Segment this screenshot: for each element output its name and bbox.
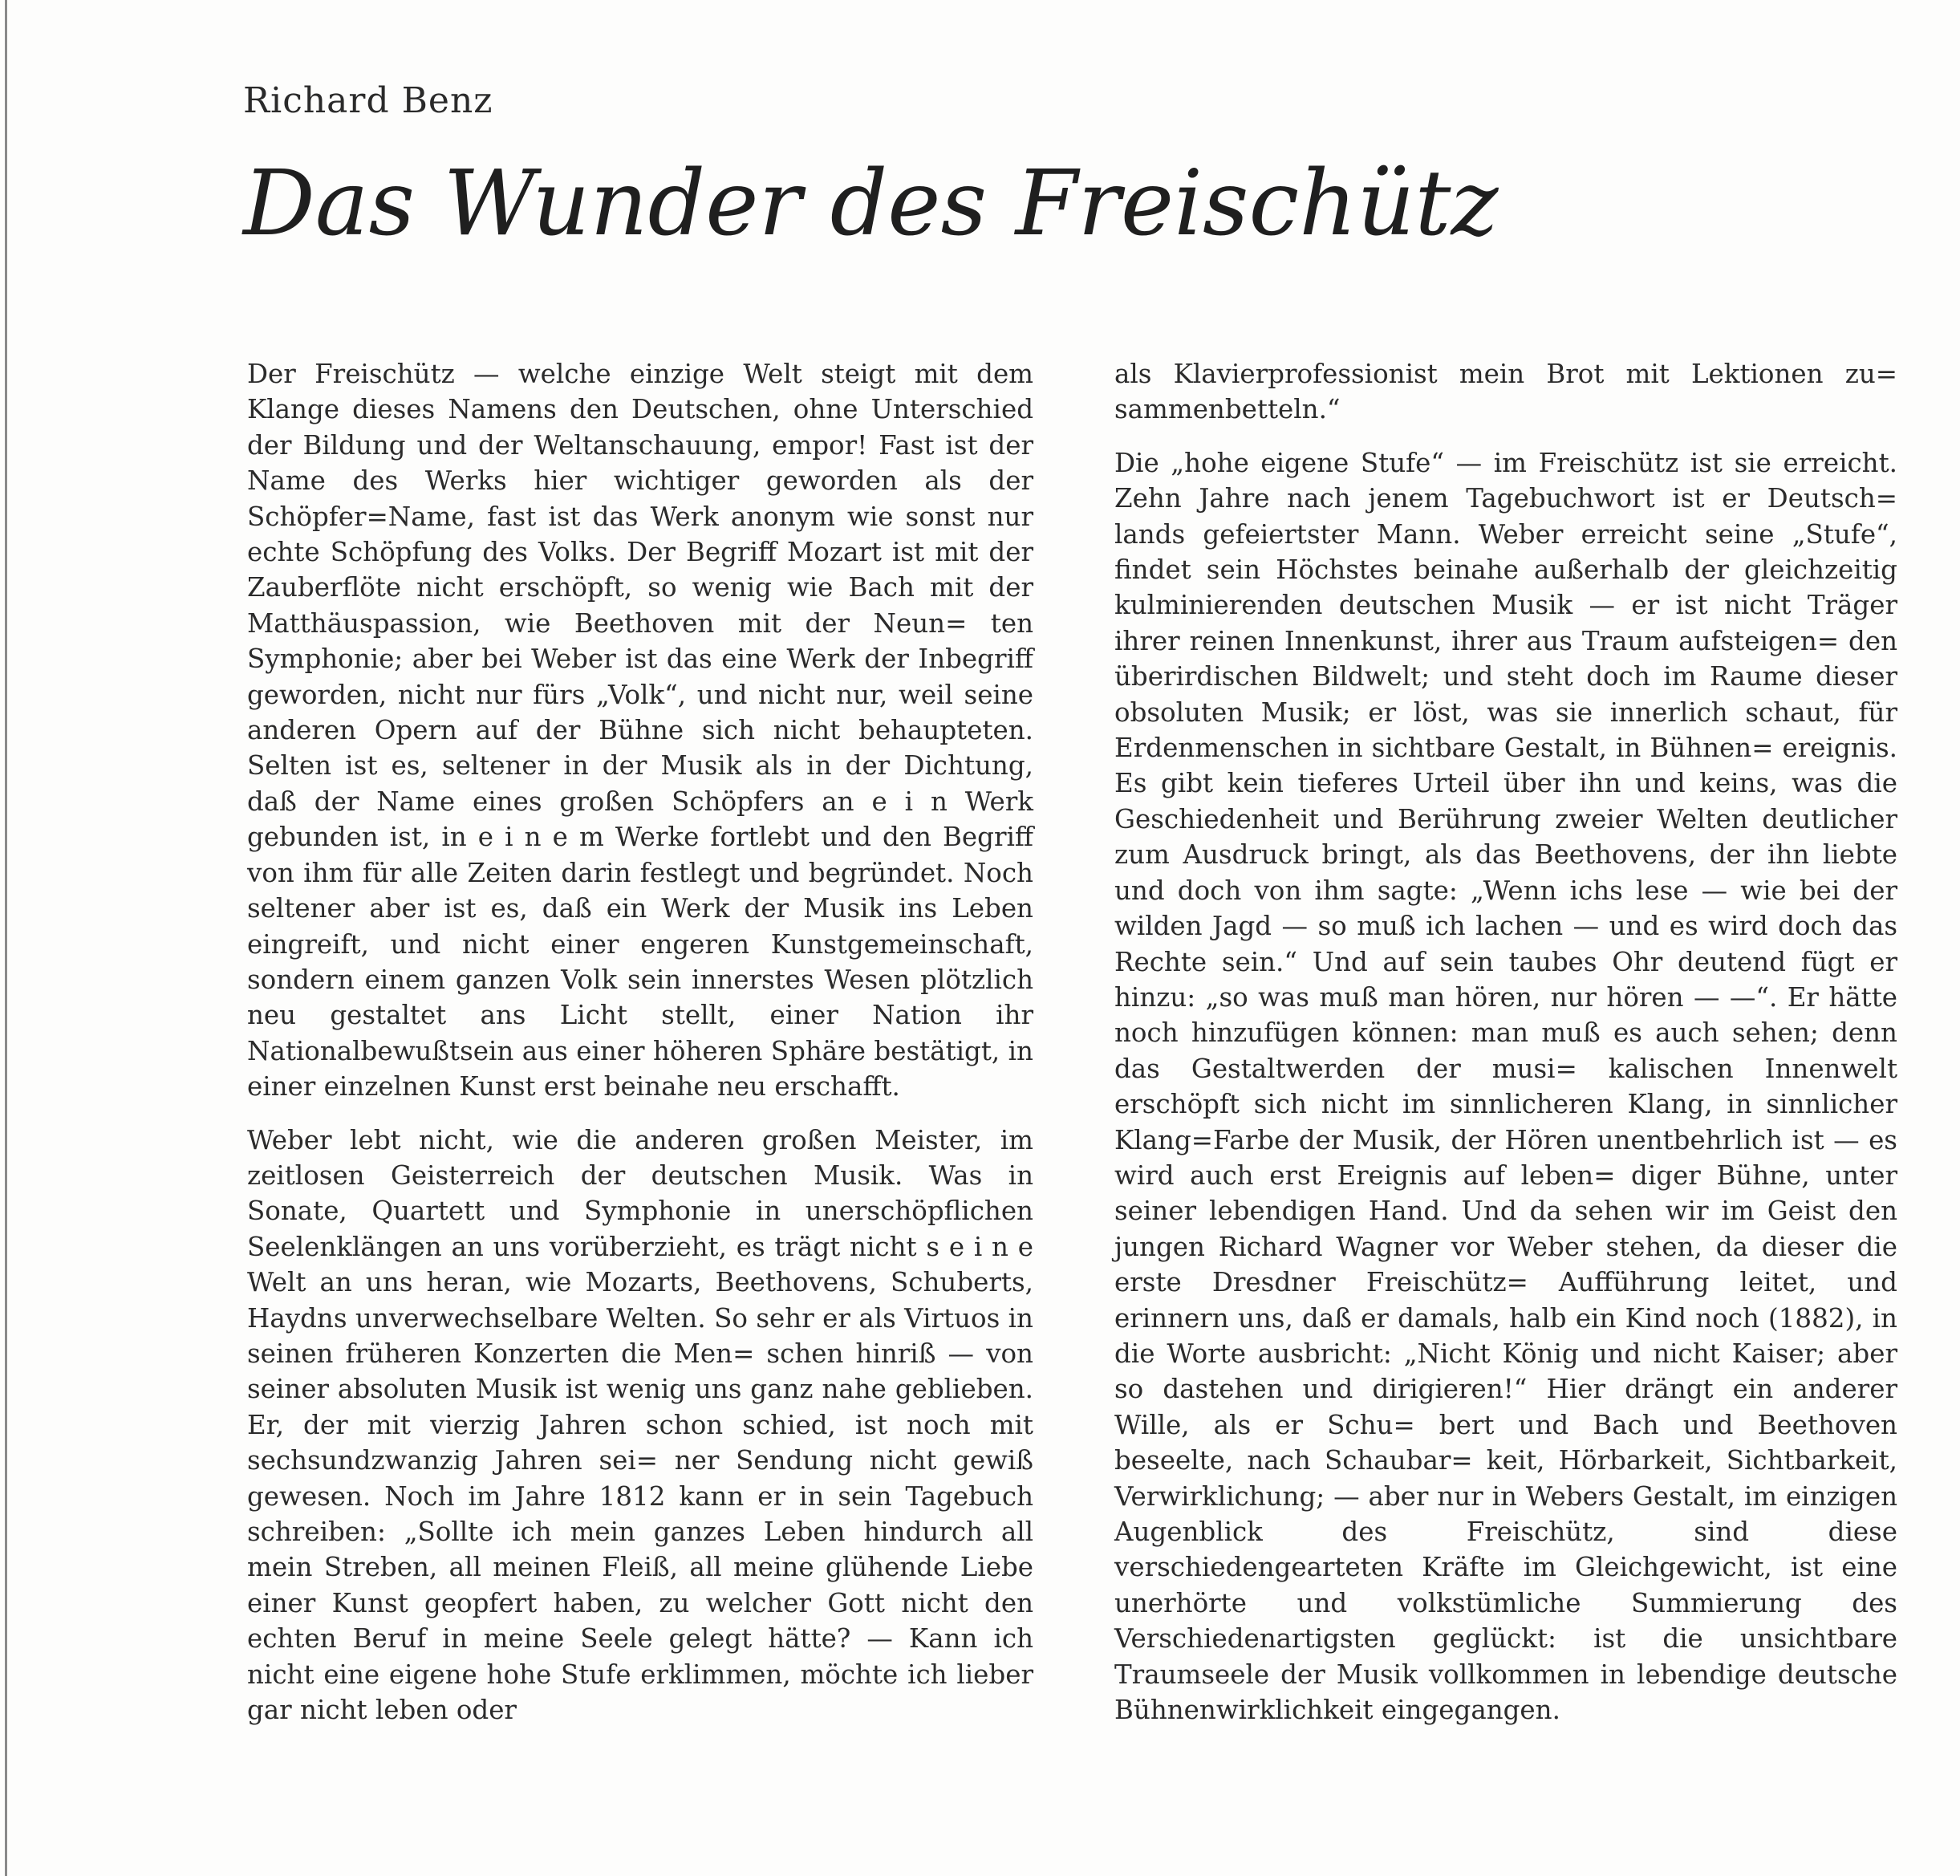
paragraph: Der Freischütz — welche einzige Welt steigt mit dem Klange dieses Namens den Deutschen, ohne Unterschied der Bildung und der Weltanschauung, empor! Fast ist der Name des Werks hier wichtiger geworden als der Schöpfer=Name, fast ist das Werk anonym wie sonst nur echte Schöpfung des Volks. Der Begriff Mozart ist mit der Zauberflöte nicht erschöpft, so wenig wie Bach mit der Matthäuspassion, wie Beethoven mit der Neun= ten Symphonie; aber bei Weber ist das eine Werk der Inbegriff geworden, nicht nur fürs „Volk“, und nicht nur, weil seine anderen Opern auf der Bühne sich nicht behaupteten. Selten ist es, seltener in der Musik als in der Dichtung, daß der Name eines großen Schöpfers an e i n Werk gebunden ist, in e i n e m Werke fortlebt und den Begriff von ihm für alle Zeiten darin festlegt und begründet. Noch seltener aber ist es, daß ein Werk der Musik ins Leben eingreift, und nicht einer engeren Kunstgemeinschaft, sondern einem ganzen Volk sein innerstes Wesen plötzlich neu gestaltet ans Licht stellt, einer Nation ihr Nationalbewußtsein aus einer höheren Sphäre bestätigt, in einer einzelnen Kunst erst beinahe neu erschafft. [247,359,1033,1102]
paragraph: als Klavierprofessionist mein Brot mit Lektionen zu= sammenbetteln.“ [1114,359,1897,425]
right-column [1114,356,1897,1745]
paragraph: Weber lebt nicht, wie die anderen großen Meister, im zeitlosen Geisterreich der deutschen Musik. Was in Sonate, Quartett und Symphonie in unerschöpflichen Seelenklängen an uns vorüberzieht, es trägt nicht s e i n e Welt an uns heran, wie Mozarts, Beethovens, Schuberts, Haydns unverwechselbare Welten. So sehr er als Virtuos in seinen früheren Konzerten die Men= schen hinriß — von seiner absoluten Musik ist wenig uns ganz nahe geblieben. Er, der mit vierzig Jahren schon schied, ist noch mit sechsundzwanzig Jahren sei= ner Sendung nicht gewiß gewesen. Noch im Jahre 1812 kann er in sein Tagebuch schreiben: „Sollte ich mein ganzes Leben hindurch all mein Streben, all meinen Fleiß, all meine glühende Liebe einer Kunst geopfert haben, zu welcher Gott nicht den echten Beruf in meine Seele gelegt hätte? — Kann ich nicht eine eigene hohe Stufe erklimmen, möchte ich lieber gar nicht leben oder [247,1124,1033,1726]
page-edge [5,0,7,1876]
left-column [247,356,1033,1745]
article-title: Das Wunder des Freischütz [243,152,1499,256]
paragraph: Die „hohe eigene Stufe“ — im Freischütz ist sie erreicht. Zehn Jahre nach jenem Tagebuchwort ist er Deutsch= lands gefeiertster Mann. Weber erreicht seine „Stufe“, findet sein Höchstes beinahe außerhalb der gleichzeitig kulminierenden deutschen Musik — er ist nicht Träger ihrer reinen Innenkunst, ihrer aus Traum aufsteigen= den überirdischen Bildwelt; und steht doch im Raume dieser obsoluten Musik; er löst, was sie innerlich schaut, für Erdenmenschen in sichtbare Gestalt, in Bühnen= ereignis. Es gibt kein tieferes Urteil über ihn und keins, was die Geschiedenheit und Berührung zweier Welten deutlicher zum Ausdruck bringt, als das Beethovens, der ihn liebte und doch von ihm sagte: „Wenn ichs lese — wie bei der wilden Jagd — so muß ich lachen — und es wird doch das Rechte sein.“ Und auf sein taubes Ohr deutend fügt er hinzu: „so was muß man hören, nur hören — —“. Er hätte noch hinzufügen können: man muß es auch sehen; denn das Gestaltwerden der musi= kalischen Innenwelt erschöpft sich nicht im sinnlicheren Klang, in sinnlicher Klang=Farbe der Musik, der Hören unentbehrlich ist — es wird auch erst Ereignis auf leben= diger Bühne, unter seiner lebendigen Hand. Und da sehen wir im Geist den jungen Richard Wagner vor Weber stehen, da dieser die erste Dresdner Freischütz= Aufführung leitet, und erinnern uns, daß er damals, halb ein Kind noch (1882), in die Worte ausbricht: „Nicht König und nicht Kaiser; aber so dastehen und dirigieren!“ Hier drängt ein anderer Wille, als er Schu= bert und Bach und Beethoven beseelte, nach Schaubar= keit, Hörbarkeit, Sichtbarkeit, Verwirklichung; — aber nur in Webers Gestalt, im einzigen Augenblick des Freischütz, sind diese verschiedengearteten Kräfte im Gleichgewicht, ist eine unerhörte und volkstümliche Summierung des Verschiedenartigsten geglückt: ist die unsichtbare Traumseele der Musik vollkommen in lebendige deutsche Bühnenwirklichkeit eingegangen. [1114,447,1897,1726]
author-name: Richard Benz [243,80,493,121]
